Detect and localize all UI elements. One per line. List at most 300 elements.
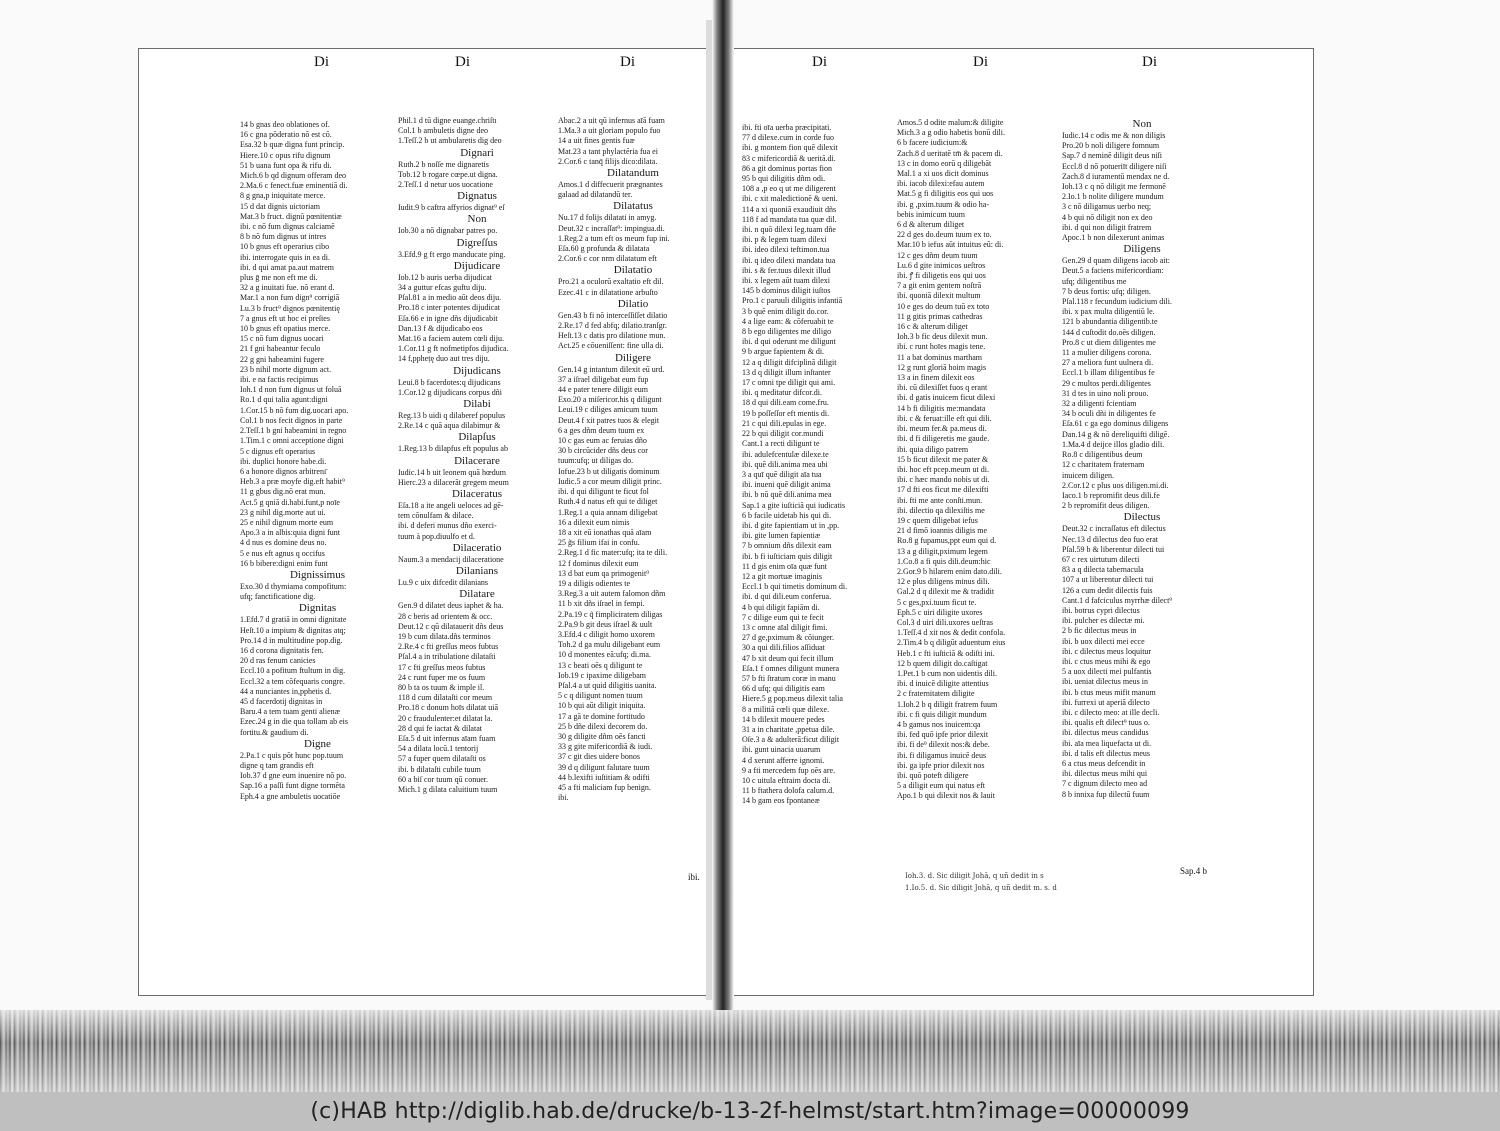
concordance-line: 27 d ge,pximum & cōiunger. xyxy=(742,633,834,643)
concordance-line: Deut.32 c incraſſatus eft dilectus xyxy=(1062,524,1166,534)
concordance-line: ibi. dilectus meus mihi qui xyxy=(1062,769,1148,779)
concordance-line: ibi. fti me ante conſti.mun. xyxy=(897,495,983,505)
concordance-line: ibi. botrus cypri dilectus xyxy=(1062,605,1140,615)
concordance-line: ibi. meum fer.& pa.meus di. xyxy=(897,424,987,434)
concordance-line: 2.Gor.9 b hilarem enim dato.dili. xyxy=(897,566,1002,576)
concordance-line: ibi. fti oīa uerba præcipitati. xyxy=(742,123,832,132)
concordance-line: ibi. ideo dilexi teftimon.tua xyxy=(742,245,830,255)
concordance-line: 22 d ges do.deum tuum ex to. xyxy=(897,230,992,240)
concordance-line: ibi. c ctus meus mihi & ego xyxy=(1062,656,1151,666)
concordance-line: 14 b gam eos fpontaneæ xyxy=(742,796,820,806)
concordance-line: 11 a mulier diligens corona. xyxy=(1062,348,1152,358)
concordance-line: ibi. interrogate quis in ea di. xyxy=(240,252,330,262)
concordance-line: ibi. fi diligamus inuicē deus xyxy=(897,750,987,760)
concordance-line: Pro.18 c donum hoīs dilatat uiā xyxy=(398,703,498,713)
concordance-line: ibi. duplici honore habe.di. xyxy=(240,456,327,466)
concordance-line: 44 a nunciantes in,pphetis d. xyxy=(240,686,332,696)
concordance-line: Eph.5 c uiri diligite uxores xyxy=(897,607,983,617)
concordance-line: ibi. cū dilexiſſet fuos q erant xyxy=(897,383,988,393)
concordance-line: ibi. quoniā dilexit multum xyxy=(897,291,981,301)
concordance-line: Exo.20 a miſericor.his q diligunt xyxy=(558,395,662,405)
concordance-line: Cant.1 d fafciculus myrrhæ dilect⁹ xyxy=(1062,595,1173,605)
concordance-line: 13 c beati oēs q diligunt te xyxy=(558,660,643,670)
concordance-line: Pſal.81 a in medio aūt deos diju. xyxy=(398,293,502,303)
entry-heading: Dignissimus xyxy=(289,568,345,581)
concordance-line: 8 b ego diligentes me diligo xyxy=(742,327,832,337)
concordance-line: ibi. hoc eft pcep.meum ut di. xyxy=(897,464,989,474)
concordance-line: 7 a git enim gentem noſtrā xyxy=(897,281,982,291)
concordance-line: Nec.13 d dilectus deo fuo erat xyxy=(1062,534,1158,544)
concordance-line: 12 g runt gloriā hoim magis xyxy=(897,362,987,372)
concordance-line: 14 b gnas deo oblationes of. xyxy=(240,120,330,129)
concordance-line: 5 a uox dilecti mei pulfantis xyxy=(1062,667,1152,677)
concordance-line: 2.Re.14 c quā aqua dilabimur & xyxy=(398,421,501,431)
concordance-line: Mat.23 a tant phylactēria fua ei xyxy=(558,146,658,156)
concordance-line: 2 b fic dilectus meus in xyxy=(1062,626,1137,636)
concordance-line: 4 b gamus nos inuicem:qa xyxy=(897,719,981,729)
concordance-line: 12 e plus diligens minus dili. xyxy=(897,577,990,587)
footer-url[interactable]: (c)HAB http://diglib.hab.de/drucke/b-13-2f-helmst/start.htm?image=00000099 xyxy=(310,1099,1190,1124)
left-col3-header: Di xyxy=(620,54,635,70)
concordance-line: ibi. quia diligo patrem xyxy=(897,444,969,454)
concordance-line: Mar.10 b iefus aūt intuitus eū: di. xyxy=(897,240,1004,250)
concordance-line: Eſa.18 a ite angeli ueloces ad gē- xyxy=(398,501,504,511)
concordance-line: 2.Re.4 c fti greſſus meos fubtus xyxy=(398,642,499,652)
concordance-line: 22 g gni habeamini fugere xyxy=(240,354,324,364)
concordance-line: Heb.3 a præ moyfe dig.eft habit⁹ xyxy=(240,477,345,487)
page-signature: Sap.4 b xyxy=(1180,866,1207,876)
concordance-line: 67 c rex uirtutum dilecti xyxy=(1062,554,1140,564)
concordance-line: ibi. b dilataſti cubile tuum xyxy=(398,764,481,774)
concordance-line: ufq; fanctificatione dig. xyxy=(240,592,316,602)
concordance-line: Act.5 g qniā di.habi.funt,p noīe xyxy=(240,497,340,507)
concordance-line: Amos.5 d odite malum:& diligite xyxy=(897,118,1004,127)
scan-edge-fade xyxy=(0,1010,1500,1092)
concordance-line: 66 d ufq; qui diligitis eam xyxy=(742,684,825,694)
concordance-line: Lu.3 b fruct⁹ dignos pœnitentię xyxy=(240,303,340,313)
concordance-line: 57 a fuper quem dilataſti os xyxy=(398,754,486,764)
concordance-line: 57 b fti ſtratum coræ in manu xyxy=(742,673,836,683)
footer-bar xyxy=(0,1092,1500,1131)
concordance-line: 17 d fti eos ficut me dilexifti xyxy=(897,485,989,495)
concordance-line: ibi. d inuicē diligite attentius xyxy=(897,679,989,689)
concordance-line: Ioh.13 c q nō diligit me fermonē xyxy=(1062,182,1166,192)
right-col3-header: Di xyxy=(1142,54,1157,70)
concordance-line: 118 d cum dilataſti cor meum xyxy=(398,693,493,703)
concordance-line: 51 b uana funt opa & rifu di. xyxy=(240,160,332,170)
concordance-line: 30 a qui dili.filios aſſiduat xyxy=(742,643,825,653)
entry-heading: Dilanians xyxy=(455,565,499,578)
concordance-line: Naum.3 a mendacij dilaceratione xyxy=(398,554,504,564)
concordance-line: Eſa.1 f omnes diligunt munera xyxy=(742,663,840,673)
concordance-line: Sap.1 a gite iuſticiā qui iudicatis xyxy=(742,500,846,510)
concordance-line: 30 b circūcider dñs deus cor xyxy=(558,446,648,456)
right-column-3 xyxy=(1062,118,1222,800)
concordance-line: 11 a bat dominus martham xyxy=(897,352,983,362)
concordance-line: Cant.1 a recti diligunt te xyxy=(742,439,820,449)
concordance-line: 6 b facile uidetab his qui di. xyxy=(742,510,832,520)
concordance-line: 45 d facerdotij dignitas in xyxy=(240,696,323,706)
concordance-line: Apoc.1 b non dilexerunt animas xyxy=(1062,233,1165,243)
concordance-line: ibi. gite lumen fapientiæ xyxy=(742,531,821,541)
entry-heading: Dijudicans xyxy=(453,364,501,377)
concordance-line: 2.Cor.6 c tanq̄ filijs dico:dilata. xyxy=(558,156,658,166)
concordance-line: 77 d dilexe.cum in corde fuo xyxy=(742,133,834,143)
concordance-line: ibi. c nō fum dignus calciamē xyxy=(240,222,335,232)
concordance-line: 2.Pa.19 c q̃ fimpliciratem diligas xyxy=(558,609,663,619)
concordance-line: ibi. d gite fapientiam ut in ,pp. xyxy=(742,520,840,530)
concordance-line: Act.25 e cōueniſſent: fine ulla di. xyxy=(558,341,664,351)
concordance-line: 1.Efd.7 d gratiā in omni dignitate xyxy=(240,615,347,625)
concordance-line: Lu.9 c uix difcedit dilanians xyxy=(398,578,488,588)
concordance-line: 7 b deus fortis: ufq; diligen. xyxy=(1062,286,1151,296)
concordance-line: Hiere.5 g pop.meus dilexit talia xyxy=(742,694,843,704)
concordance-line: Deut.5 a faciens mifericordiam: xyxy=(1062,266,1164,276)
concordance-line: ibi. n quō dilexi leg.tuam dñe xyxy=(742,225,836,235)
concordance-line: 14 b dilexit mouere pedes xyxy=(742,714,825,724)
concordance-line: 144 d cuſtodit do.oēs diligen. xyxy=(1062,327,1156,337)
concordance-line: Leui.19 c diliges amicum tuum xyxy=(558,405,658,415)
concordance-line: 39 d q diligunt falutare tuum xyxy=(558,762,650,772)
concordance-line: 15 d dat dignis uictoriam xyxy=(240,201,320,211)
concordance-line: ibi. g montem fion quē dilexit xyxy=(742,143,838,153)
concordance-line: 7 a gnus eft ut hoc ei preſtes xyxy=(240,313,330,323)
right-col2-header: Di xyxy=(973,54,988,70)
concordance-line: Eſa.61 c ga ego dominus diligens xyxy=(1062,419,1169,429)
concordance-line: 23 b nihil morte dignum act. xyxy=(240,364,332,374)
concordance-line: 47 b xit deum qui fecit illum xyxy=(742,653,834,663)
concordance-line: ibi. c xit maledictionē & ueni. xyxy=(742,194,838,204)
concordance-line: ibi. adulefcentulæ dilexe.te xyxy=(742,449,829,459)
concordance-line: Hiere.10 c opus rifu dignum xyxy=(240,150,331,160)
concordance-line: ibi. b ctus meus mifit manum xyxy=(1062,687,1156,697)
concordance-line: 18 a xit eū ionathas quā aīam xyxy=(558,527,652,537)
concordance-line: 21 d fimō ioannis diligis me xyxy=(897,526,987,536)
left-col1-header: Di xyxy=(314,54,329,70)
concordance-line: 11 b xit dñs iſrael in fempi. xyxy=(558,599,645,609)
concordance-line: Ro.1 d qui talia agunt:digni xyxy=(240,395,328,405)
concordance-line: 2.Pa.1 c quis pōt hunc pop.tuum xyxy=(240,750,344,760)
concordance-line: 2.Cor.12 c plus uos diligen.mi.di. xyxy=(1062,480,1169,490)
concordance-line: 9 b argue fapientem & di. xyxy=(742,347,825,357)
concordance-line: ibi. inueni quē diligit anima xyxy=(742,480,831,490)
concordance-line: Phil.1 d tū digne euange.chriſtı xyxy=(398,116,497,125)
concordance-line: 5 c dignus eft operarius xyxy=(240,446,316,456)
concordance-line: ibi. d qui amat pa.aut matrem xyxy=(240,262,334,272)
entry-heading: Dilatandum xyxy=(607,167,659,180)
concordance-line: Pro.21 a oculorū exaltatio eft dil. xyxy=(558,277,664,287)
concordance-line: 19 c quem diligebat iefus xyxy=(897,515,978,525)
concordance-line: 126 a cum dedit dilectis fuis xyxy=(1062,585,1153,595)
concordance-line: 44 e pater tenere diligit eum xyxy=(558,385,648,395)
concordance-line: Pro.18 c inter potentes dijudicat xyxy=(398,303,500,313)
concordance-line: Reg.13 b uidi q dilaberef populus xyxy=(398,411,506,421)
concordance-line: tuum à pop.diuulfo et d. xyxy=(398,531,475,541)
concordance-line: 1.Cor.12 g dijudicans corpus dñi xyxy=(398,387,502,397)
concordance-line: 31 a in charitate ,ppetua dile. xyxy=(742,724,835,734)
concordance-line: Iob.19 c ipaxime diligebam xyxy=(558,670,646,680)
concordance-line: Apo.3 a in albis:quia digni funt xyxy=(240,528,340,538)
concordance-line: ibi. g ,pxim.tuum & odio ha- xyxy=(897,199,989,209)
concordance-line: 86 a git dominus portas fion xyxy=(742,163,832,173)
entry-heading: Dignitas xyxy=(298,602,337,615)
concordance-line: 54 a dilata locū.1 tentorij xyxy=(398,744,479,754)
concordance-line: bebis inimicum tuum xyxy=(897,209,965,219)
concordance-line: 83 c mifericordiā & ueritā.di. xyxy=(742,153,836,163)
concordance-line: 2.Pa.9 b git deus iſrael & uult xyxy=(558,619,653,629)
concordance-line: 6 a honore dignos arbitrenı̄ xyxy=(240,466,327,476)
concordance-line: Gen.43 b fi nō interceſſiſſet dilatio xyxy=(558,310,668,320)
concordance-line: Mich.3 a g odio habetis bonū dili. xyxy=(897,128,1005,138)
concordance-line: 8 b nō fum dignus ut intres xyxy=(240,232,327,242)
entry-heading: Dilacerare xyxy=(454,454,500,467)
concordance-line: 121 b abundantia diligentib.te xyxy=(1062,317,1158,327)
concordance-line: Gal.2 d q dilexit me & tradidit xyxy=(897,587,995,597)
concordance-line: Toh.2 d ga mulu diligebant eum xyxy=(558,640,661,650)
concordance-line: 5 a diligit eum qui natus eft xyxy=(897,781,985,791)
concordance-line: ibi. ga ipfe prior dilexit nos xyxy=(897,760,985,770)
concordance-line: ibi. quō poteft diligere xyxy=(897,771,969,780)
concordance-line: ibi. d gatis inuicem ficut dilexi xyxy=(897,393,996,403)
concordance-line: 4 d nus es domine deus no. xyxy=(240,538,327,548)
concordance-line: 30 g diligite dñm oēs fancti xyxy=(558,731,646,741)
concordance-line: inuicem diligen. xyxy=(1062,470,1114,480)
concordance-line: ibi. fi de⁹ dilexit nos:& debe. xyxy=(897,740,990,750)
concordance-line: 15 c nō fum dignus uocari xyxy=(240,334,324,344)
concordance-line: Deut.12 c qū dilatauerit dñs deus xyxy=(398,621,504,631)
concordance-line: 28 c beris ad orientem & occ. xyxy=(398,611,493,621)
concordance-line: Eſa.66 e in igne dñs dijudicabit xyxy=(398,313,498,323)
concordance-line: Dan.14 g & nō dereliquifti diligē. xyxy=(1062,429,1170,439)
concordance-line: ibi. aīa mea liquefacta ut di. xyxy=(1062,738,1152,748)
concordance-line: 45 a fti maliciam fup benign. xyxy=(558,782,651,792)
concordance-line: 12 b quem diligit do.caſtigat xyxy=(897,658,988,668)
concordance-line: 11 b ftathera dolofa calum.d. xyxy=(742,786,835,796)
concordance-line: 5 e nus eft agnus q occifus xyxy=(240,548,325,558)
concordance-line: ibi. xyxy=(558,793,569,803)
concordance-line: 31 d tes in uino noli prouo. xyxy=(1062,388,1149,398)
concordance-line: 23 g nihil dig.morte aut ui. xyxy=(240,507,326,517)
concordance-line: 32 a g inuitati fue. nō erant d. xyxy=(240,283,335,293)
concordance-line: 33 g gite mifericordiā & iudi. xyxy=(558,742,653,752)
entry-heading: Dijudicare xyxy=(453,259,501,272)
concordance-line: 107 a ut liberentur dilecti tui xyxy=(1062,575,1154,585)
entry-heading: Dilaceratus xyxy=(451,488,503,501)
concordance-line: Col.3 d uiri dili.uxores ueſtras xyxy=(897,617,993,627)
concordance-line: 4 a lige eam: & cōferuabit te xyxy=(742,316,834,326)
concordance-line: Deut.32 c incraſſat⁹: impingua.di. xyxy=(558,223,665,233)
concordance-line: 11 g gbus dig.nō erat mun. xyxy=(240,487,326,497)
concordance-line: tuum:ufq; ut diligas do. xyxy=(558,456,634,466)
concordance-line: Leui.8 b facerdotes:q dijudicans xyxy=(398,377,501,387)
entry-heading: Dilectus xyxy=(1123,511,1161,524)
concordance-line: 4 d xerunt afferre ignomi. xyxy=(742,755,825,765)
concordance-line: 12 f dominus dilexit eum xyxy=(558,558,639,568)
concordance-line: Iaco.1 b repromifit deus dili.fe xyxy=(1062,490,1160,500)
concordance-line: ibi. d qui dili.eum conferua. xyxy=(742,592,832,602)
concordance-line: ibi. q ideo dilexi mandata tua xyxy=(742,255,836,265)
concordance-line: 12 a git mortuæ imaginis xyxy=(742,571,822,581)
book-gutter xyxy=(712,0,734,1010)
concordance-line: Pro.1 c paruuli diligitis infantiā xyxy=(742,296,843,306)
concordance-line: Heſt.13 c datis pro dilatione mun. xyxy=(558,331,666,341)
concordance-line: 2.Ma.6 c fenect.fuæ eminentiā di. xyxy=(240,181,348,191)
concordance-line: Baru.4 a tem tuam genti alienæ xyxy=(240,707,340,717)
concordance-line: Iob.37 d gne eum inuenire nō po. xyxy=(240,771,347,781)
concordance-line: 10 b gnus eft opatius merce. xyxy=(240,324,331,334)
handwritten-note-2: 1.Io.5. d. Sic diligit Johā, q uñ dedit m. s. d xyxy=(905,884,1057,892)
concordance-line: 12 c ges dñm deum tuum xyxy=(897,250,978,260)
concordance-line: 14 b fi diligitis me:mandata xyxy=(897,403,986,413)
concordance-line: Pſal.118 r fecundum iudicium dili. xyxy=(1062,297,1172,307)
concordance-line: Iudic.14 b uit leonem quā hœdum xyxy=(398,467,506,477)
concordance-line: Pſal.4 a ut quid diligitis uanita. xyxy=(558,680,657,690)
entry-heading: Dilatare xyxy=(459,588,495,601)
concordance-line: Eccl.8 d nō potueriīt diligere niſi xyxy=(1062,161,1167,171)
concordance-line: 6 d & alterum diliget xyxy=(897,220,965,230)
concordance-line: Gen.29 d quam diligens iacob ait: xyxy=(1062,256,1170,266)
concordance-line: Ezec.41 c in dilatatione arbuſto xyxy=(558,287,658,297)
concordance-line: 2 b repromifit deus diligen. xyxy=(1062,501,1150,511)
right-col1-header: Di xyxy=(812,54,827,70)
concordance-line: 25 g̃s filium ifai in confu. xyxy=(558,538,640,548)
concordance-line: 13 a g diligit,pximum legem xyxy=(897,546,988,556)
concordance-line: 21 c qui dili.epulas in ege. xyxy=(742,418,827,428)
concordance-line: Pſal.4 a in tribulatione dilataſti xyxy=(398,652,496,662)
entry-heading: Dilatatio xyxy=(613,264,653,277)
concordance-line: Iudit.9 b caftra affyrios dignat⁹ eſ xyxy=(398,203,505,213)
concordance-line: Sap.7 d neminē diligit deus niſi xyxy=(1062,151,1162,161)
concordance-line: 4 b qui nō diligit non ex deo xyxy=(1062,212,1153,222)
concordance-line: Dan.13 f & dijudicabo eos xyxy=(398,323,483,333)
concordance-line: 2.Re.17 d fed abfq; dilatio.tranſgr. xyxy=(558,321,667,331)
concordance-line: Gen.14 g intantum dilexit eū urd. xyxy=(558,364,665,374)
concordance-line: Eccl.10 a pofitum ftultum in dig. xyxy=(240,666,346,676)
concordance-line: ibi. qualis eft dilect⁹ tuus o. xyxy=(1062,718,1150,728)
left-col2-header: Di xyxy=(455,54,470,70)
concordance-line: 2.Tim.4 b q diligūt aduentum eius xyxy=(897,638,1006,648)
concordance-line: Col.1 b ambuletis digne deo xyxy=(398,126,488,136)
concordance-line: 145 b dominus diligit iuſtos xyxy=(742,286,831,296)
concordance-line: Ro.8 c diligentibus deum xyxy=(1062,450,1143,460)
left-foot-label: ibi. xyxy=(688,872,700,882)
left-column-1 xyxy=(240,120,395,802)
concordance-line: ibi. ueniat dilectus meus in xyxy=(1062,677,1148,687)
concordance-line: ibi. quē dili.anima mea ubi xyxy=(742,459,828,469)
concordance-line: 10 c gas eum ac feruias dño xyxy=(558,436,647,446)
concordance-line: 22 b qui diligit cor.mundi xyxy=(742,429,824,439)
concordance-line: ibi. pulcher es dilectæ mi. xyxy=(1062,616,1145,626)
concordance-line: ibi. c & feruat:ille eft qui dili. xyxy=(897,413,992,423)
concordance-line: 44 b.lexifti iuſtitiam & odifti xyxy=(558,772,650,782)
concordance-line: Eph.4 a gne ambuletis uocatiōe xyxy=(240,791,341,801)
concordance-line: Oſe.3 a & adulterā:ficut diligit xyxy=(742,735,840,745)
concordance-line: ibi. x pax multa diligentiū le. xyxy=(1062,307,1155,317)
concordance-line: Eſa.60 g profunda & dilatata xyxy=(558,244,650,254)
concordance-line: 19 b poſſeſſor eft mentis di. xyxy=(742,408,830,418)
concordance-line: 6 a ges dñm deum tuum ex xyxy=(558,425,645,435)
concordance-line: Eccl.1 b illam diligentibus fe xyxy=(1062,368,1155,378)
concordance-line: 10 b qui aūt diligit iniquita. xyxy=(558,701,646,711)
concordance-line: 16 c gna pōderatio nō est cō. xyxy=(240,130,332,140)
concordance-line: 27 a meliora funt uulnera di. xyxy=(1062,358,1154,368)
concordance-line: Nu.17 d folijs dilatati in amyg. xyxy=(558,213,657,223)
concordance-line: 2.Teſſ.1 d netur uos uocatione xyxy=(398,180,493,190)
concordance-line: Col.1 b nos fecit dignos in parte xyxy=(240,415,343,425)
concordance-line: 1.Cor.11 g ft nofmetipfos dijudica. xyxy=(398,344,509,354)
concordance-line: Amos.1 d diffecuerit prægnantes xyxy=(558,180,663,190)
concordance-line: ibi. d talis eft dilectus meus xyxy=(1062,748,1150,758)
concordance-line: ibi. c runt hoīes magis tene. xyxy=(897,342,986,352)
entry-heading: Diligens xyxy=(1123,243,1161,256)
concordance-line: 1.Ioh.2 b q diligit fratrem fuum xyxy=(897,699,998,709)
concordance-line: 14 f,ppheṭę duo aut tres diju. xyxy=(398,354,490,364)
concordance-line: Mat.16 a faciem autem cœli diju. xyxy=(398,334,504,344)
concordance-line: Pſal.59 b & liberentur dilecti tui xyxy=(1062,544,1165,554)
concordance-line: 3 a quī quē diligit aīa tua xyxy=(742,469,822,479)
concordance-line: 16 c & alterum diliget xyxy=(897,322,968,332)
concordance-line: 1.Ma.4 d deijce illos gladio dili. xyxy=(1062,439,1165,449)
concordance-line: 118 f ad mandata tua quæ dil. xyxy=(742,214,837,224)
concordance-line: Ioh.1 d non fum dignus ut foluā xyxy=(240,385,342,395)
entry-heading: Dilapſus xyxy=(458,431,496,444)
concordance-line: Abac.2 a uit qū infernus aīā fuam xyxy=(558,116,665,125)
concordance-line: Pro.20 b noli diligere fomnum xyxy=(1062,141,1160,151)
concordance-line: 25 b dñe dilexi decorem do. xyxy=(558,721,648,731)
concordance-line: 5 c q diligunt nomen tuum xyxy=(558,691,643,701)
concordance-line: ibi. furrexi ut aperiā dilecto xyxy=(1062,697,1150,707)
handwritten-note-1: Ioh.3. d. Sic diligit Johā, q uñ dedit in s xyxy=(905,872,1044,880)
concordance-line: digne q tam grandis eft xyxy=(240,760,314,770)
concordance-line: ibi. s & fer.tuus dilexit illud xyxy=(742,265,831,275)
entry-heading: Digne xyxy=(304,737,331,750)
concordance-line: 28 d qui fe iactat & dilatat xyxy=(398,723,482,733)
concordance-line: 8 b innixa fup dilectū fuum xyxy=(1062,789,1150,799)
left-column-3 xyxy=(558,116,708,803)
concordance-line: Eccl.32 a tem cōfequaris congre. xyxy=(240,676,345,686)
concordance-line: 34 a guttur efcas guftu diju. xyxy=(398,283,487,293)
concordance-line: 11 d gis enim oīa quæ funt xyxy=(742,561,828,571)
concordance-line: 37 c git dies uidere bonos xyxy=(558,752,640,762)
concordance-line: 83 a q dilecta tabernacula xyxy=(1062,565,1144,575)
concordance-line: ibi. b nū quē dili.anima mea xyxy=(742,490,832,500)
concordance-line: 3 c nō diligamus uerbo neq; xyxy=(1062,202,1152,212)
concordance-line: 9 a fti mercedem fup oēs are. xyxy=(742,765,836,775)
entry-heading: Dilaceratio xyxy=(452,541,502,554)
concordance-line: ibi. dilectus meus candidus xyxy=(1062,728,1149,738)
concordance-line: 37 a iſrael diligebat eum fup xyxy=(558,374,649,384)
concordance-line: galaad ad dilatandū ter. xyxy=(558,190,633,200)
concordance-line: 7 c dignum dilecto meo ad xyxy=(1062,779,1148,789)
concordance-line: 80 b ta os tuum & imple il. xyxy=(398,682,485,692)
concordance-line: 17 a gā te domine fortitudo xyxy=(558,711,645,721)
concordance-line: 24 c runt fuper me os fuum xyxy=(398,672,486,682)
concordance-line: 16 b bibere:digni enim funt xyxy=(240,558,328,568)
concordance-line: 6 a ctus meus defcendit in xyxy=(1062,758,1146,768)
concordance-line: Iudic.14 c odis me & non diligis xyxy=(1062,131,1166,140)
concordance-line: 2 c fraternitatem diligite xyxy=(897,689,975,699)
concordance-line: 20 d ras fenum canicies xyxy=(240,656,316,666)
concordance-line: 18 d qui dili.eam come.fru. xyxy=(742,398,829,408)
concordance-line: 7 b omnium dñs dilexit eam xyxy=(742,541,832,551)
concordance-line: 95 b qui diligitis dñm odi. xyxy=(742,174,826,184)
concordance-line: Zach.8 d ueritatē tm̄ & pacem di. xyxy=(897,148,1003,158)
entry-heading: Dignatus xyxy=(457,190,497,203)
concordance-line: 1.Reg.2 a tum eft os meum fup ini. xyxy=(558,233,670,243)
concordance-line: 16 d corona dignitatis fen. xyxy=(240,645,324,655)
left-column-2 xyxy=(398,116,556,795)
entry-heading: Non xyxy=(467,213,487,226)
